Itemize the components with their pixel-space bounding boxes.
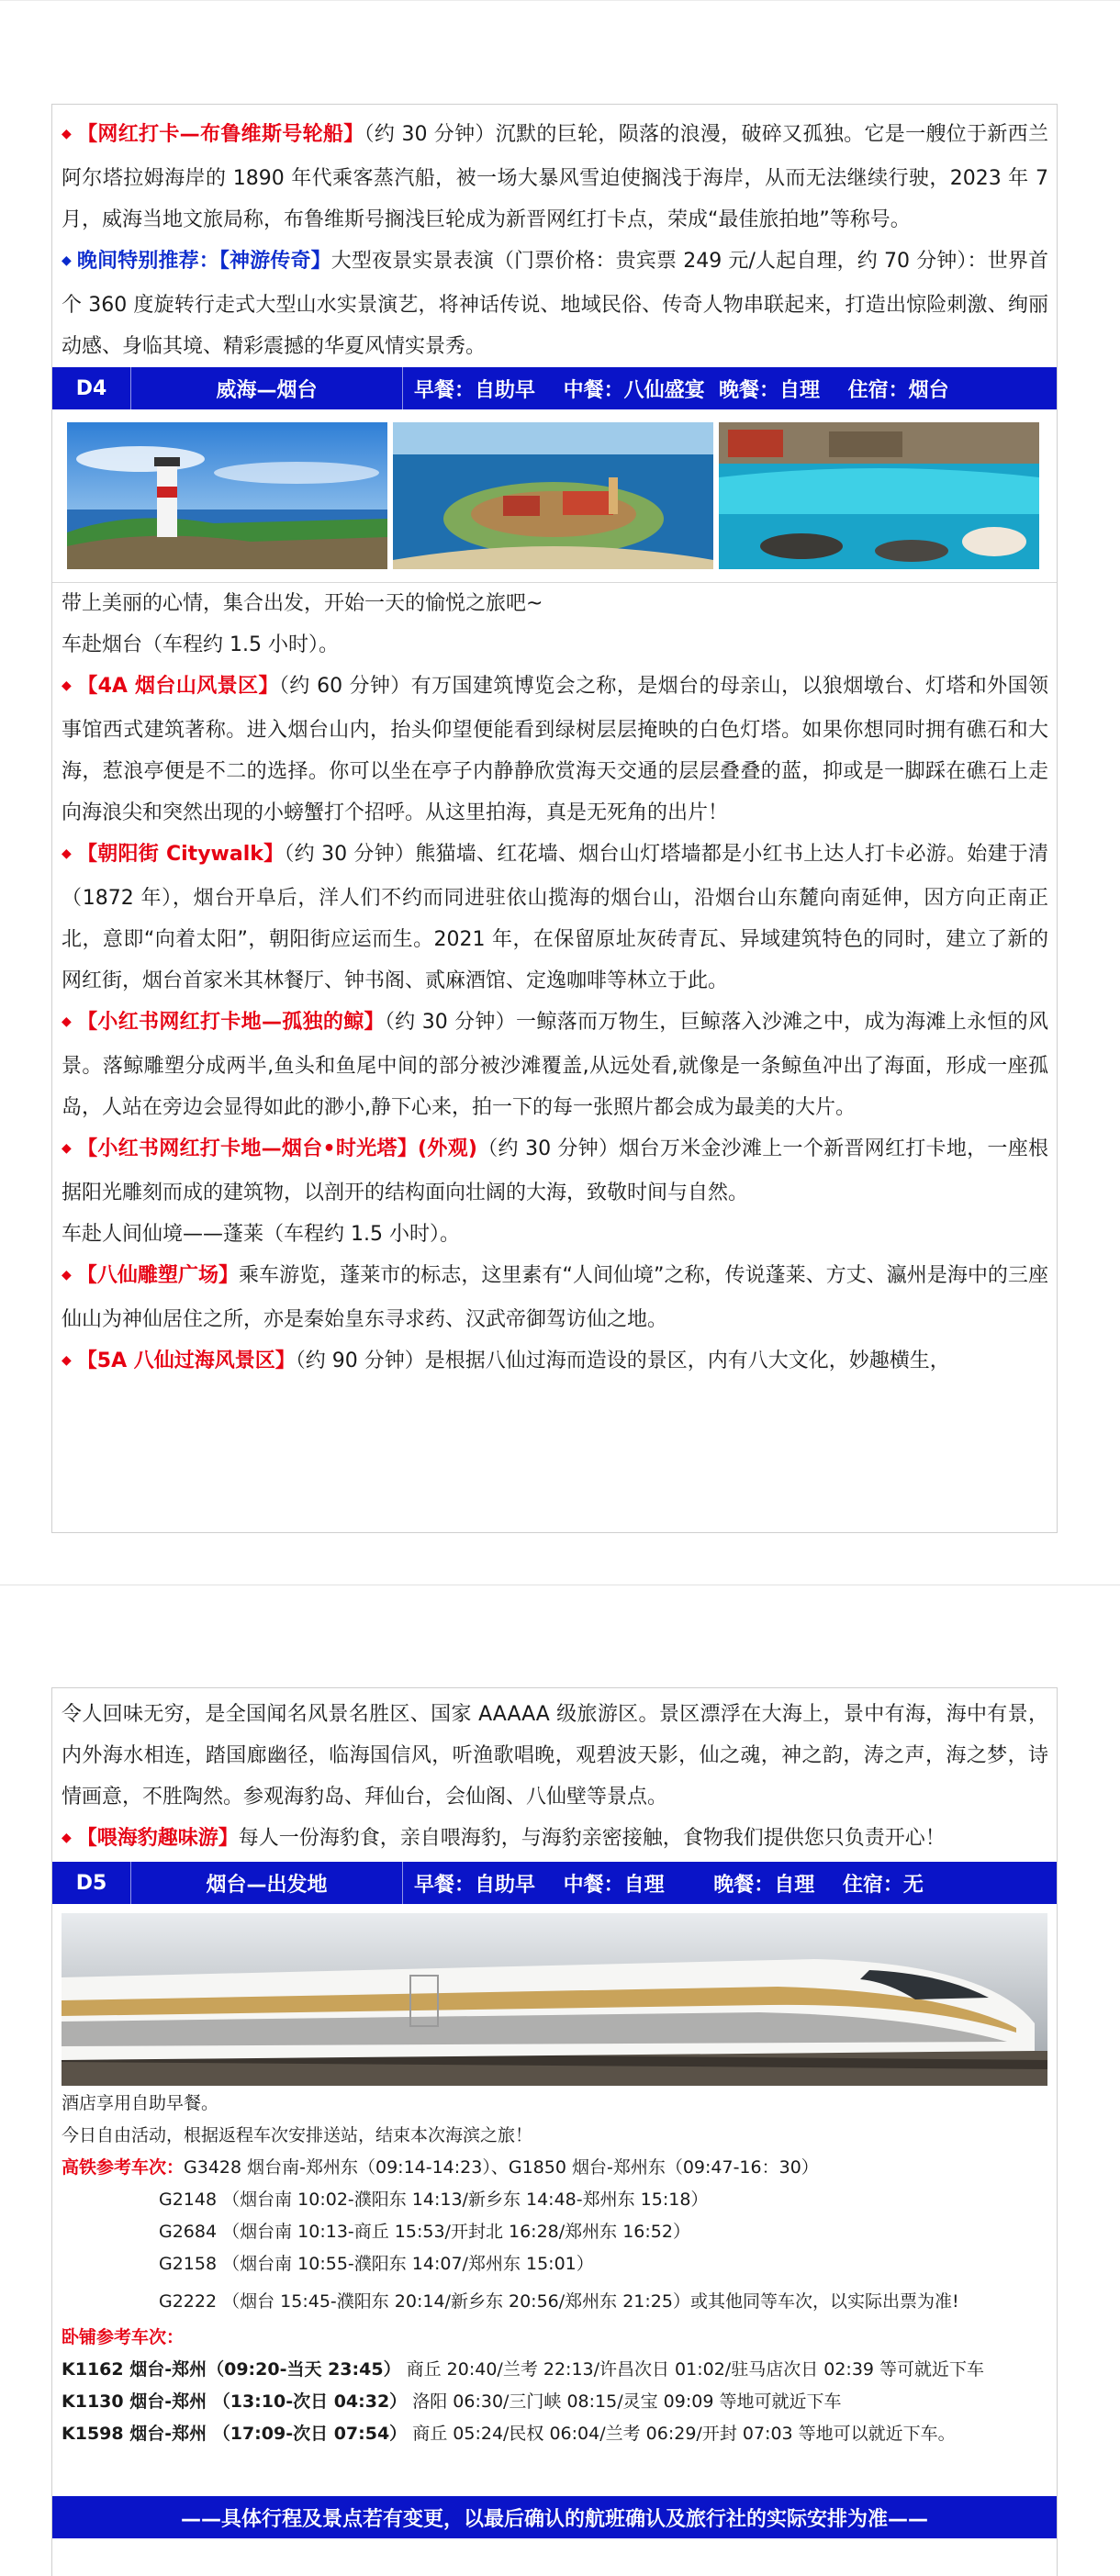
high-speed-train-photo: [62, 1913, 1047, 2086]
bullet-icon: ◆: [62, 1831, 72, 1845]
item-chaoyang: [62, 834, 1048, 1002]
bullet-icon: ◆: [62, 1141, 73, 1156]
transfer-line: 车赴人间仙境——蓬莱（车程约 1.5 小时）。: [62, 1223, 460, 1246]
day4-photos: [52, 409, 1057, 582]
item-title: 【喂海豹趣味游】: [76, 1827, 239, 1850]
rail-line: G2684 （烟台南 10:13-商丘 15:53/开封北 16:28/郑州东 16:52）: [159, 2222, 690, 2242]
item-title: 【小红书网红打卡地—烟台•时光塔】(外观): [77, 1137, 477, 1160]
bullet-icon: ◆: [62, 846, 73, 861]
item-text: （约 30 分钟）一鲸落而万物生，巨鲸落入沙滩之中，成为海滩上永恒的风景。落鲸雕塑分成两半,鱼头和鱼尾中间的部分被沙滩覆盖,从远处看,就像是一条鲸鱼冲出了海面，形成一座孤岛，人站在旁边会显得如此的渺小,静下心来，拍一下的每一张照片都会成为最美的大片。: [62, 1011, 1048, 1119]
bullet-icon: ◆: [62, 1353, 72, 1368]
ship-title: 【网红打卡—布鲁维斯号轮船】: [77, 123, 364, 146]
day-meals: 早餐：自助早 中餐：八仙盛宴 晚餐：自理 住宿：烟台: [414, 378, 949, 402]
item-text: （约 90 分钟）是根据八仙过海而造设的景区，内有八大文化，妙趣横生，: [295, 1350, 950, 1372]
day-route: 烟台—出发地: [131, 1862, 403, 1904]
show-title: 晚间特别推荐：【神游传奇】: [76, 250, 331, 273]
sleeper-label: 卧铺参考车次：: [62, 2327, 185, 2347]
item-text: 乘车游览，蓬莱市的标志，这里素有“人间仙境”之称，传说蓬莱、方丈、瀛州是海中的三座仙山为神仙居住之所，亦是秦始皇东寻求药、汉武帝御驾访仙之地。: [62, 1264, 1048, 1331]
rail-label: 高铁参考车次：: [62, 2157, 185, 2178]
item-title: 【小红书网红打卡地—孤独的鲸】: [77, 1011, 385, 1034]
sleeper-times: [62, 2322, 1057, 2450]
item-title: 【4A 烟台山风景区】: [77, 675, 279, 698]
sleeper-line: [62, 2418, 1057, 2450]
continued-text: 令人回味无穷，是全国闻名风景名胜区、国家 AAAAA 级旅游区。景区漂浮在大海上，景中有海，海中有景，内外海水相连，踏国廊幽径，临海国信风，听渔歌唱晚，观碧波天影，仙之魂，神之韵，涛之声，海之梦，诗情画意，不胜陶然。参观海豹岛、拜仙台，会仙阁、八仙壁等景点。: [62, 1703, 1048, 1809]
item-title: 【5A 八仙过海风景区】: [76, 1350, 296, 1372]
rail-line-text: G3428 烟台南-郑州东（09:14-14:23）、G1850 烟台-郑州东（09:47-16：30）: [184, 2157, 819, 2178]
item-baxian-scenic: [62, 1340, 1048, 1384]
sleeper-line: [62, 2354, 1057, 2386]
bullet-icon: ◆: [62, 253, 72, 268]
sleeper-train: K1130 烟台-郑州 （13:10-次日 04:32）: [62, 2391, 408, 2412]
item-seal-feeding: [62, 1818, 1048, 1862]
plain-line: 酒店享用自助早餐。: [62, 2093, 219, 2113]
day-meals: 早餐：自助早 中餐：自理 晚餐：自理 住宿：无: [414, 1873, 924, 1897]
sleeper-train: K1162 烟台-郑州（09:20-当天 23:45）: [62, 2359, 401, 2380]
day4-bar: [52, 367, 1057, 409]
day-number: D5: [52, 1862, 131, 1904]
sleeper-text: 商丘 20:40/兰考 22:13/许昌次日 01:02/驻马店次日 02:39 等可就近下车: [406, 2359, 985, 2380]
sleeper-train: K1598 烟台-郑州 （17:09-次日 07:54）: [62, 2424, 408, 2444]
bullet-icon: ◆: [62, 678, 73, 693]
sleeper-text: 洛阳 06:30/三门峡 08:15/灵宝 09:09 等地可就近下车: [412, 2391, 842, 2412]
item-text: （约 60 分钟）有万国建筑博览会之称，是烟台的母亲山，以狼烟墩台、灯塔和外国领事馆西式建筑著称。进入烟台山内，抬头仰望便能看到绿树层层掩映的白色灯塔。如果你想同时拥有礁石和大海，惹浪亭便是不二的选择。你可以坐在亭子内静静欣赏海天交通的层层叠叠的蓝，抑或是一脚踩在礁石上走向海浪尖和突然出现的小螃蟹打个招呼。从这里拍海，真是无死角的出片！: [62, 675, 1049, 824]
itinerary-page-2: [51, 1687, 1058, 2576]
item-text: 每人一份海豹食，亲自喂海豹，与海豹亲密接触，食物我们提供您只负责开心！: [238, 1827, 946, 1850]
item-baxian-square: [62, 1255, 1048, 1340]
rail-line: G2222 （烟台 15:45-濮阳东 20:14/新乡东 20:56/郑州东 21:25）或其他同等车次，以实际出票为准!: [159, 2291, 959, 2312]
plain-line: 今日自由活动，根据返程车次安排送站，结束本次海滨之旅！: [62, 2125, 533, 2145]
rail-line: [62, 2152, 1057, 2184]
sleeper-text: 商丘 05:24/民权 06:04/兰考 06:29/开封 07:03 等地可以就近下车。: [412, 2424, 956, 2444]
ship-text: （约 30 分钟）沉默的巨轮，陨落的浪漫，破碎又孤独。它是一艘位于新西兰阿尔塔拉姆海岸的 1890 年代乘客蒸汽船，被一场大暴风雪迫使搁浅于海岸，从而无法继续行驶，2023 年 7 月，威海当地文旅局称，布鲁维斯号搁浅巨轮成为新晋网红打卡点，荣成“最佳旅拍地”等称号。: [62, 123, 1048, 231]
intro-ship: [62, 114, 1048, 241]
day-route: 威海—烟台: [131, 367, 403, 409]
day-number: D4: [52, 367, 131, 409]
plain-line: 车赴烟台（车程约 1.5 小时）。: [62, 633, 339, 656]
bullet-icon: ◆: [62, 1268, 72, 1282]
item-text: （约 30 分钟）熊猫墙、红花墙、烟台山灯塔墙都是小红书上达人打卡必游。始建于清（1872 年），烟台开阜后，洋人们不约而同进驻依山揽海的烟台山，沿烟台山东麓向南延伸，因方向正南正北，意即“向着太阳”，朝阳街应运而生。2021 年，在保留原址灰砖青瓦、异域建筑特色的同时，建立了新的网红街，烟台首家米其林餐厅、钟书阁、贰麻酒馆、定逸咖啡等林立于此。: [62, 843, 1048, 992]
item-whale: [62, 1002, 1048, 1128]
item-text: （约 30 分钟）烟台万米金沙滩上一个新晋网红打卡地，一座根据阳光雕刻而成的建筑物，以剖开的结构面向壮阔的大海，致敬时间与自然。: [62, 1137, 1048, 1204]
rail-line: G2148 （烟台南 10:02-濮阳东 14:13/新乡东 14:48-郑州东 15:18）: [159, 2190, 709, 2210]
item-title: 【朝阳街 Citywalk】: [77, 843, 285, 866]
intro-show: [62, 241, 1048, 367]
top-rule: [0, 0, 1120, 1]
penglai-aerial-photo: [393, 422, 713, 569]
day5-bar: [52, 1862, 1057, 1904]
show-text: 大型夜景实景表演（门票价格：贵宾票 249 元/人起自理，约 70 分钟）：世界首个 360 度旋转行走式大型山水实景演艺，将神话传说、地域民俗、传奇人物串联起来，打造出惊险刺激、绚丽动感、身临其境、精彩震撼的华夏风情实景秀。: [62, 250, 1048, 358]
bullet-icon: ◆: [62, 1014, 73, 1029]
itinerary-page-1: [51, 104, 1058, 1533]
rail-line: G2158 （烟台南 10:55-濮阳东 14:07/郑州东 15:01）: [159, 2254, 594, 2274]
lighthouse-photo: [67, 422, 387, 569]
item-title: 【八仙雕塑广场】: [76, 1264, 240, 1287]
seal-pool-photo: [719, 422, 1039, 569]
item-yantaishan: [62, 666, 1048, 834]
rail-times: [62, 2152, 1057, 2318]
sleeper-line: [62, 2386, 1057, 2418]
item-time-tower: [62, 1128, 1048, 1214]
bullet-icon: ◆: [62, 127, 73, 141]
plain-line: 带上美丽的心情，集合出发，开始一天的愉悦之旅吧~: [62, 592, 543, 615]
footer-notice-bar: ——具体行程及景点若有变更，以最后确认的航班确认及旅行社的实际安排为准——: [52, 2496, 1057, 2538]
